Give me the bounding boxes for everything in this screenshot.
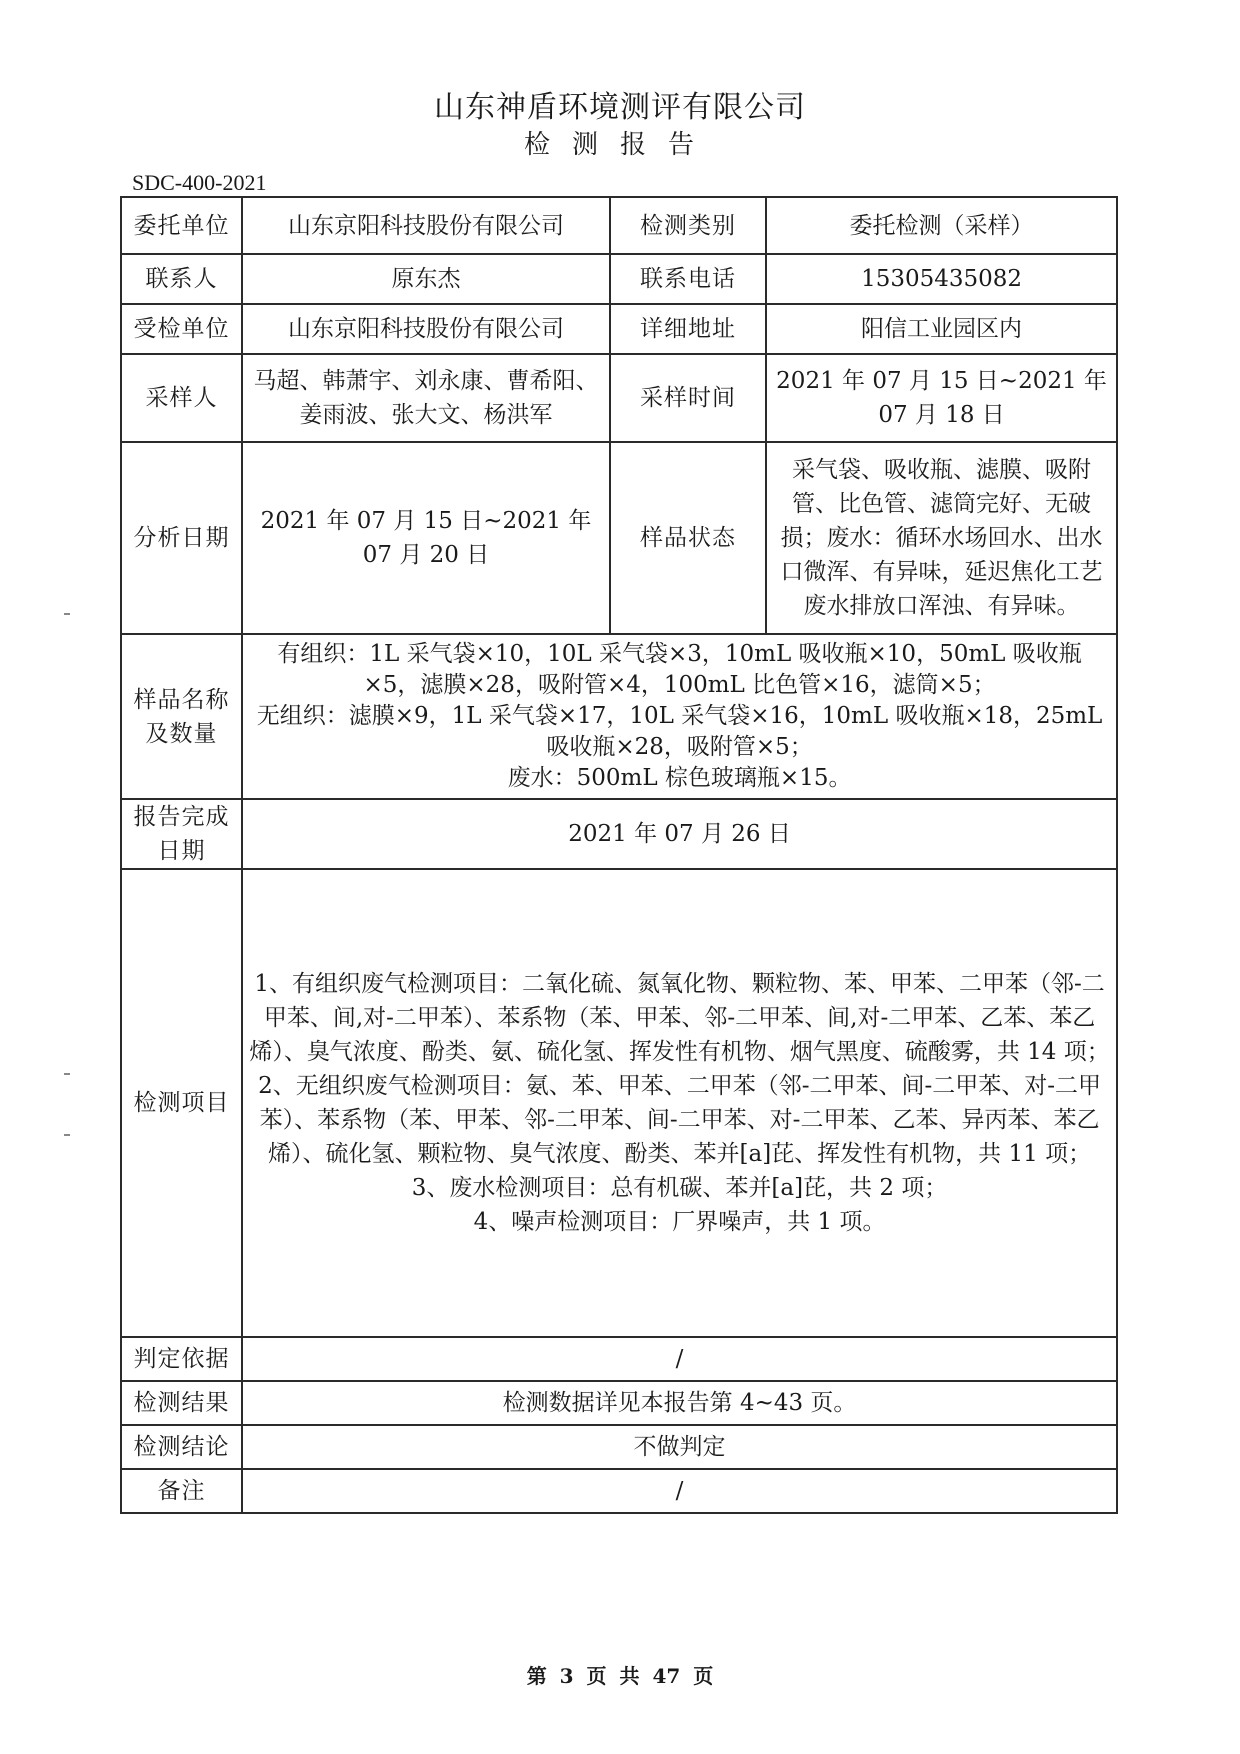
contact-value: 原东杰 [242,254,610,304]
inspected-label: 受检单位 [121,304,242,354]
company-name: 山东神盾环境测评有限公司 [434,90,806,125]
basis-value: / [242,1337,1117,1381]
document-number: SDC-400-2021 [132,170,267,195]
items-label: 检测项目 [121,869,242,1337]
result-value: 检测数据详见本报告第 4~43 页。 [242,1381,1117,1425]
sample-wastewater: 废水：500mL 棕色玻璃瓶×15。 [507,765,852,791]
sample-name-value [242,634,1117,799]
address-value: 阳信工业园区内 [766,304,1117,354]
inspected-value: 山东京阳科技股份有限公司 [242,304,610,354]
conclusion-label: 检测结论 [121,1425,242,1469]
phone-label: 联系电话 [610,254,766,304]
analysis-label: 分析日期 [121,442,242,634]
item-organized-gas: 1、有组织废气检测项目：二氧化硫、氮氧化物、颗粒物、苯、甲苯、二甲苯（邻-二甲苯、间,对-二甲苯）、苯系物（苯、甲苯、邻-二甲苯、间,对-二甲苯、乙苯、苯乙烯）、臭气浓度、酚类、氨、硫化氢、挥发性有机物、烟气黑度、硫酸雾，共 14 项； [249,971,1110,1065]
row-items [121,869,1117,1337]
row-report-date [121,799,1117,869]
sampler-value: 马超、韩萧宇、刘永康、曹希阳、姜雨波、张大文、杨洪军 [242,354,610,442]
sample-unorganized: 无组织：滤膜×9，1L 采气袋×17，10L 采气袋×16，10mL 吸收瓶×18，25mL 吸收瓶×28，吸附管×5； [256,703,1103,760]
row-contact [121,254,1117,304]
sample-time-value: 2021 年 07 月 15 日~2021 年 07 月 18 日 [766,354,1117,442]
row-remark [121,1469,1117,1513]
row-analysis [121,442,1117,634]
row-basis [121,1337,1117,1381]
sampler-label: 采样人 [121,354,242,442]
sample-time-label: 采样时间 [610,354,766,442]
scan-mark [64,1134,70,1136]
items-value [242,869,1117,1337]
row-result [121,1381,1117,1425]
scan-mark [64,613,70,615]
report-date-label: 报告完成日期 [121,799,242,869]
page-number: 第 3 页 共 47 页 [526,1664,714,1688]
scan-mark [64,1073,70,1075]
row-sample-name [121,634,1117,799]
report-date-value: 2021 年 07 月 26 日 [242,799,1117,869]
state-value: 采气袋、吸收瓶、滤膜、吸附管、比色管、滤筒完好、无破损；废水：循环水场回水、出水口微浑、有异味，延迟焦化工艺废水排放口浑浊、有异味。 [766,442,1117,634]
item-noise: 4、噪声检测项目：厂界噪声，共 1 项。 [473,1209,886,1235]
client-label: 委托单位 [121,197,242,254]
result-label: 检测结果 [121,1381,242,1425]
address-label: 详细地址 [610,304,766,354]
category-label: 检测类别 [610,197,766,254]
row-inspected [121,304,1117,354]
report-title: 检测报告 [523,130,716,160]
report-info-table [120,196,1118,1514]
remark-value: / [242,1469,1117,1513]
basis-label: 判定依据 [121,1337,242,1381]
row-sampler [121,354,1117,442]
row-conclusion [121,1425,1117,1469]
sample-organized: 有组织：1L 采气袋×10，10L 采气袋×3，10mL 吸收瓶×10，50mL 吸收瓶×5，滤膜×28，吸附管×4，100mL 比色管×16，滤筒×5； [277,641,1082,698]
analysis-value: 2021 年 07 月 15 日~2021 年 07 月 20 日 [242,442,610,634]
contact-label: 联系人 [121,254,242,304]
state-label: 样品状态 [610,442,766,634]
item-wastewater: 3、废水检测项目：总有机碳、苯并[a]芘，共 2 项； [411,1175,948,1201]
client-value: 山东京阳科技股份有限公司 [242,197,610,254]
conclusion-value: 不做判定 [242,1425,1117,1469]
category-value: 委托检测（采样） [766,197,1117,254]
phone-value: 15305435082 [766,254,1117,304]
remark-label: 备注 [121,1469,242,1513]
row-client [121,197,1117,254]
sample-name-label: 样品名称及数量 [121,634,242,799]
item-unorganized-gas: 2、无组织废气检测项目：氨、苯、甲苯、二甲苯（邻-二甲苯、间-二甲苯、对-二甲苯）、苯系物（苯、甲苯、邻-二甲苯、间-二甲苯、对-二甲苯、乙苯、异丙苯、苯乙烯）、硫化氢、颗粒物、臭气浓度、酚类、苯并[a]芘、挥发性有机物，共 11 项； [258,1073,1102,1167]
